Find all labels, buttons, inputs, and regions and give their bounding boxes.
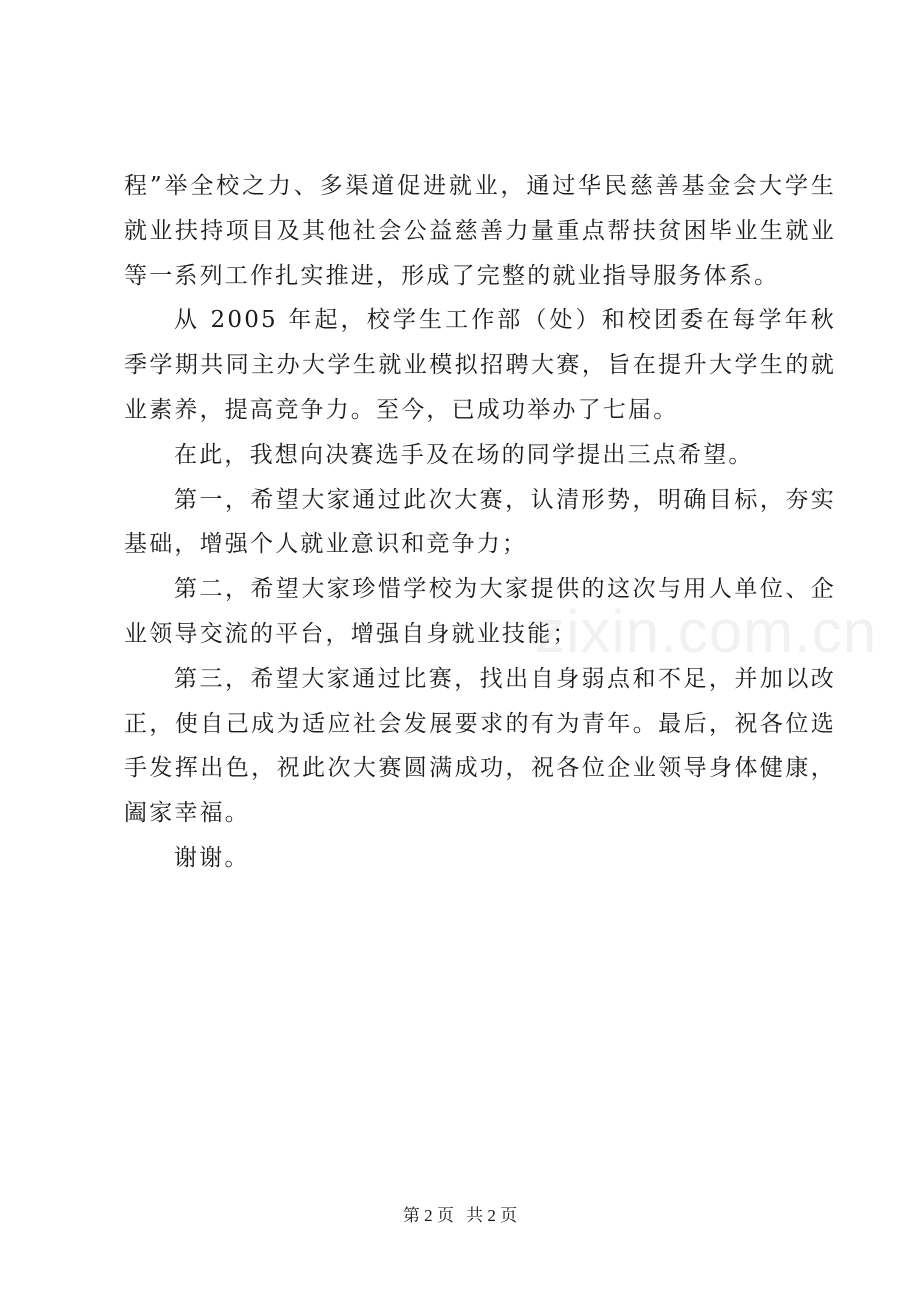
page-footer — [0, 1201, 920, 1226]
paragraph-5: 第二，希望大家珍惜学校为大家提供的这次与用人单位、企业领导交流的平台，增强自身就业技能； — [124, 576, 836, 647]
page-number: 第 2 页 — [402, 1206, 454, 1225]
paragraph-6: 第三，希望大家通过比赛，找出自身弱点和不足，并加以改正，使自己成为适应社会发展要求的有为青年。最后，祝各位选手发挥出色，祝此次大赛圆满成功，祝各位企业领导身体健康，阖家幸福。 — [124, 665, 836, 827]
paragraph-4: 第一，希望大家通过此次大赛，认清形势，明确目标，夯实基础，增强个人就业意识和竞争力； — [124, 486, 836, 558]
paragraph-7: 谢谢。 — [174, 844, 250, 871]
paragraph-1: 程”举全校之力、多渠道促进就业，通过华民慈善基金会大学生就业扶持项目及其他社会公益慈善力量重点帮扶贫困毕业生就业等一系列工作扎实推进，形成了完整的就业指导服务体系。 — [124, 173, 836, 289]
document-body — [124, 164, 836, 881]
paragraph-3: 在此，我想向决赛选手及在场的同学提出三点希望。 — [174, 441, 754, 468]
paragraph-2: 从 2005 年起，校学生工作部（处）和校团委在每学年秋季学期共同主办大学生就业模拟招聘大赛，旨在提升大学生的就业素养，提高竞争力。至今，已成功举办了七届。 — [124, 307, 836, 423]
watermark: zixin.com.cn — [535, 598, 878, 665]
page-total: 共 2 页 — [466, 1206, 518, 1225]
